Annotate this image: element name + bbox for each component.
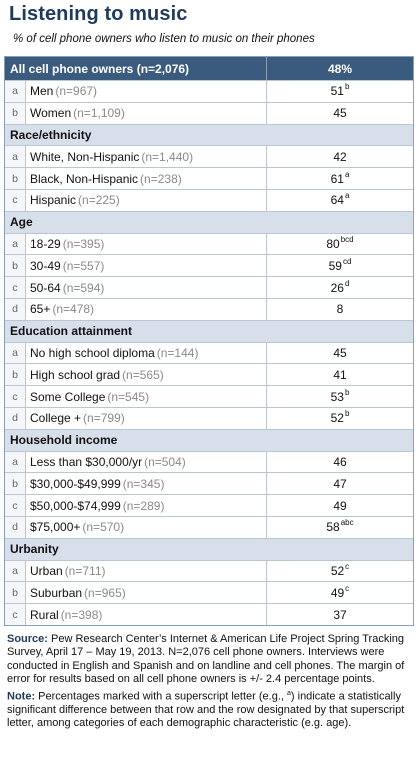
row-sample-size: (n=570) [82, 520, 125, 535]
section-title: Urbanity [10, 542, 59, 557]
row-letter: b [5, 168, 26, 189]
row-value [266, 364, 413, 385]
row-letter: b [5, 364, 26, 385]
row-label [26, 343, 266, 364]
row-value-number: 42 [333, 149, 347, 164]
row-value: 59 $^{cd}$ [266, 255, 413, 276]
note-superscript: a [287, 689, 291, 697]
source-notes [7, 633, 413, 731]
row-label-text: Men [30, 84, 54, 99]
row-sample-size: (n=1,109) [73, 106, 125, 121]
row-label [26, 495, 266, 516]
row-label-text: Black, Non-Hispanic [30, 171, 139, 186]
row-value [266, 604, 413, 625]
row-label-text: High school grad [30, 367, 121, 382]
row-letter: c [5, 386, 26, 407]
row-label-text: 50-64 [30, 280, 61, 295]
row-label-text: $75,000+ [30, 520, 81, 535]
row-sample-size: (n=594) [62, 280, 105, 295]
row-label-text: Women [30, 106, 72, 121]
row-value: 64 $^a$ [266, 190, 413, 211]
row-sample-size: (n=238) [140, 171, 182, 186]
row-letter: a [5, 452, 26, 473]
row-sample-size: (n=965) [84, 585, 126, 600]
row-sample-size: (n=711) [64, 563, 106, 578]
row-letter: d [5, 517, 26, 538]
row-value-number: 26 [330, 280, 344, 295]
section-header [5, 211, 413, 233]
row-sample-size: (n=545) [107, 389, 150, 404]
row-letter: b [5, 255, 26, 276]
table-header-row [5, 57, 413, 80]
row-label [26, 364, 266, 385]
row-label [26, 561, 266, 582]
row-value: 52 $^b$ [266, 408, 413, 429]
row-letter: b [5, 473, 26, 494]
section-title: Age [10, 215, 33, 230]
section-value-cell [266, 539, 413, 560]
row-value: 51 $^b$ [266, 81, 413, 102]
row-value-number: 52 [330, 563, 345, 578]
row-label [26, 408, 266, 429]
row-label [26, 604, 266, 625]
row-label-text: $50,000-$74,999 [30, 498, 121, 513]
source-text: Pew Research Center’s Internet & American Life Project Spring Tracking Survey, April 17 – May 19, 2013. N=2,076 cell phone owners. Interviews were conducted in English and Spanish and on landline and cell phones. The margin of error for results based on all cell phone owners is +/- 2.4 percentage points. [7, 633, 405, 686]
row-sample-size: (n=799) [83, 411, 125, 426]
table-row [5, 603, 413, 625]
row-value-number: 45 [333, 345, 347, 360]
note-label: Note: [7, 690, 36, 703]
row-label-text: $30,000-$49,999 [30, 476, 121, 491]
row-label [26, 386, 266, 407]
note-text-1: Percentages marked with a superscript letter (e.g., [35, 690, 287, 703]
row-value-number: 46 [333, 454, 347, 469]
row-value: 80 $^{bcd}$ [266, 234, 413, 255]
row-letter: a [5, 343, 26, 364]
section-header [5, 538, 413, 560]
row-value: 53 $^b$ [266, 386, 413, 407]
row-letter: b [5, 582, 26, 603]
table-row [5, 407, 413, 429]
row-value-number: 58 [326, 520, 340, 535]
header-value: 48% [266, 57, 413, 80]
section-value-cell [266, 430, 413, 451]
row-value-number: 49 [330, 585, 345, 600]
row-value-number: 8 [336, 302, 344, 317]
table-row [5, 102, 413, 124]
row-value: 26 $^d$ [266, 277, 413, 298]
row-label-text: Less than $30,000/yr [30, 454, 143, 469]
row-letter: a [5, 81, 26, 102]
header-label: All cell phone owners (n=2,076) [10, 61, 190, 76]
row-value-number: 37 [333, 607, 347, 622]
row-value [266, 146, 413, 167]
row-label [26, 517, 266, 538]
row-label-text: Urban [30, 563, 63, 578]
row-value-number: 52 [330, 411, 344, 426]
row-value [266, 103, 413, 124]
row-sample-size: (n=478) [52, 302, 95, 317]
row-value-number: 61 [330, 171, 344, 186]
row-label-text: Rural [30, 607, 59, 622]
table-row [5, 167, 413, 189]
row-label [26, 277, 266, 298]
row-sample-size: (n=289) [122, 498, 165, 513]
row-letter: c [5, 277, 26, 298]
section-value-cell [266, 212, 413, 233]
row-sample-size: (n=144) [156, 345, 199, 360]
row-sample-size: (n=967) [55, 84, 98, 99]
table-row [5, 560, 413, 582]
row-label-text: Hispanic [30, 193, 77, 208]
row-label [26, 190, 266, 211]
table-row [5, 451, 413, 473]
row-value [266, 495, 413, 516]
row-label [26, 234, 266, 255]
row-letter: c [5, 190, 26, 211]
row-label [26, 168, 266, 189]
row-value [266, 473, 413, 494]
table-row [5, 233, 413, 255]
row-sample-size: (n=557) [62, 258, 105, 273]
row-value-number: 64 [330, 193, 344, 208]
row-value-number: 51 [330, 84, 344, 99]
row-value [266, 343, 413, 364]
row-value: 49 $^c$ [266, 582, 413, 603]
table-row [5, 276, 413, 298]
table-row [5, 80, 413, 102]
table-row [5, 494, 413, 516]
row-label-text: Suburban [30, 585, 83, 600]
row-value-number: 45 [333, 106, 347, 121]
results-table [4, 56, 414, 626]
row-value [266, 452, 413, 473]
table-row [5, 298, 413, 320]
row-value-number: 59 [328, 258, 342, 273]
row-letter: d [5, 408, 26, 429]
table-row [5, 516, 413, 538]
row-letter: d [5, 299, 26, 320]
row-label [26, 582, 266, 603]
row-letter: a [5, 146, 26, 167]
table-row [5, 145, 413, 167]
row-letter: c [5, 604, 26, 625]
row-value-number: 49 [333, 498, 347, 513]
row-sample-size: (n=565) [122, 367, 164, 382]
row-sample-size: (n=225) [78, 193, 120, 208]
note-text-2: ) indicate a statistically significant difference between that row and the row designated by that superscript letter, among categories of each demographic characteristic (e.g. age). [7, 690, 405, 730]
section-value-cell [266, 321, 413, 342]
row-value [266, 299, 413, 320]
section-header [5, 429, 413, 451]
row-label-text: College + [30, 411, 82, 426]
page-subtitle: % of cell phone owners who listen to music on their phones [13, 33, 315, 45]
row-letter: a [5, 561, 26, 582]
table-row [5, 472, 413, 494]
row-label [26, 452, 266, 473]
row-label [26, 299, 266, 320]
section-value-cell [266, 125, 413, 146]
table-row [5, 189, 413, 211]
row-label-text: 18-29 [30, 236, 61, 251]
page-title: Listening to music [9, 3, 188, 25]
table-row [5, 385, 413, 407]
row-letter: b [5, 103, 26, 124]
table-row [5, 581, 413, 603]
row-letter: a [5, 234, 26, 255]
row-label-text: 65+ [30, 302, 51, 317]
row-label [26, 146, 266, 167]
row-label-text: White, Non-Hispanic [30, 149, 140, 164]
table-row [5, 254, 413, 276]
row-sample-size: (n=345) [122, 476, 165, 491]
row-label [26, 473, 266, 494]
section-title: Education attainment [10, 324, 133, 339]
row-value: 61 $^a$ [266, 168, 413, 189]
row-label-text: 30-49 [30, 258, 61, 273]
row-letter: c [5, 495, 26, 516]
row-sample-size: (n=1,440) [141, 149, 194, 164]
row-label [26, 81, 266, 102]
section-title: Race/ethnicity [10, 127, 92, 142]
table-row [5, 342, 413, 364]
row-label [26, 103, 266, 124]
row-sample-size: (n=504) [144, 454, 186, 469]
row-value: 58 $^{abc}$ [266, 517, 413, 538]
row-sample-size: (n=398) [60, 607, 103, 622]
row-value-number: 80 [326, 236, 340, 251]
row-label-text: No high school diploma [30, 345, 155, 360]
section-title: Household income [10, 433, 118, 448]
section-header [5, 124, 413, 146]
source-label: Source: [7, 633, 48, 645]
row-sample-size: (n=395) [62, 236, 105, 251]
row-value-number: 53 [330, 389, 344, 404]
row-value: 52 $^c$ [266, 561, 413, 582]
row-label-text: Some College [30, 389, 106, 404]
table-row [5, 363, 413, 385]
section-header [5, 320, 413, 342]
row-value-number: 47 [333, 476, 347, 491]
row-value-number: 41 [333, 367, 347, 382]
row-label [26, 255, 266, 276]
